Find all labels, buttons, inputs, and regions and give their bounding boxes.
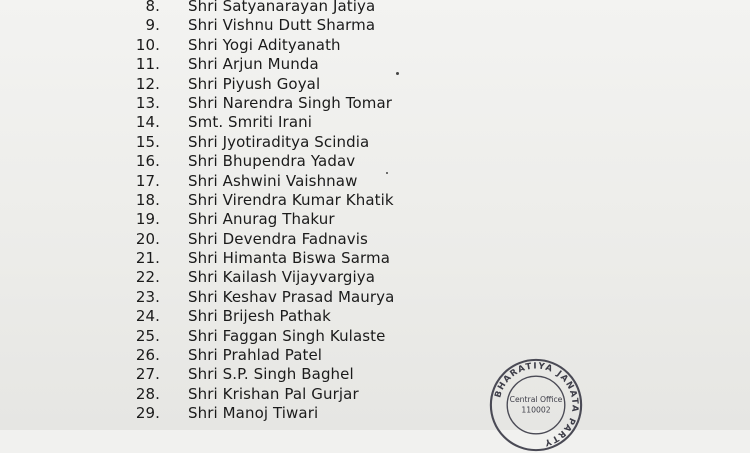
list-item (0, 327, 750, 346)
member-name: Shri Piyush Goyal (188, 74, 321, 93)
member-name: Shri Himanta Biswa Sarma (188, 249, 391, 268)
seal-center-code: 110002 (521, 405, 551, 415)
item-number: 19. (135, 210, 160, 229)
item-number: 26. (135, 346, 160, 365)
member-name: Shri Faggan Singh Kulaste (188, 326, 386, 345)
list-item (0, 249, 750, 268)
list-item (0, 307, 750, 326)
item-number: 13. (135, 93, 160, 112)
item-number: 11. (135, 55, 160, 74)
seal-center-label: Central Office (509, 395, 563, 405)
member-name: Shri Manoj Tiwari (188, 404, 319, 423)
member-name: Shri Krishan Pal Gurjar (188, 384, 359, 403)
list-item (0, 385, 750, 404)
list-item (0, 113, 750, 132)
list-item (0, 346, 750, 365)
member-name: Shri Prahlad Patel (188, 346, 323, 365)
member-name: Shri Yogi Adityanath (188, 35, 341, 54)
list-item (0, 75, 750, 94)
item-number: 25. (135, 326, 160, 345)
item-number: 16. (135, 152, 160, 171)
item-number: 21. (135, 249, 160, 268)
speck-mark (396, 72, 399, 75)
member-name: Shri Satyanarayan Jatiya (188, 0, 376, 15)
member-name: Shri Devendra Fadnavis (188, 229, 368, 248)
list-item (0, 191, 750, 210)
list-item (0, 268, 750, 287)
item-number: 12. (135, 74, 160, 93)
member-name: Shri Jyotiraditya Scindia (188, 132, 370, 151)
item-number: 10. (135, 35, 160, 54)
item-number: 8. (145, 0, 160, 15)
item-number: 14. (135, 113, 160, 132)
list-item (0, 55, 750, 74)
member-name: Shri S.P. Singh Baghel (188, 365, 354, 384)
party-seal-stamp (488, 357, 584, 453)
list-item (0, 365, 750, 384)
list-item (0, 230, 750, 249)
member-name: Shri Anurag Thakur (188, 210, 335, 229)
seal-ring-text: BHARATIYA JANATA PARTY (493, 361, 580, 448)
list-item (0, 288, 750, 307)
item-number: 15. (135, 132, 160, 151)
item-number: 29. (135, 404, 160, 423)
list-item (0, 404, 750, 423)
item-number: 28. (135, 384, 160, 403)
list-item (0, 0, 750, 16)
svg-text:BHARATIYA JANATA PARTY (493, 361, 579, 447)
member-name: Shri Arjun Munda (188, 55, 319, 74)
item-number: 18. (135, 190, 160, 209)
member-name: Shri Virendra Kumar Khatik (188, 190, 394, 209)
list-item (0, 16, 750, 35)
list-item (0, 94, 750, 113)
item-number: 17. (135, 171, 160, 190)
member-name: Smt. Smriti Irani (188, 113, 312, 132)
item-number: 23. (135, 287, 160, 306)
list-item (0, 152, 750, 171)
member-name: Shri Vishnu Dutt Sharma (188, 16, 376, 35)
member-name: Shri Keshav Prasad Maurya (188, 287, 395, 306)
item-number: 9. (145, 16, 160, 35)
member-name: Shri Brijesh Pathak (188, 307, 331, 326)
list-item (0, 36, 750, 55)
list-item (0, 133, 750, 152)
member-name: Shri Bhupendra Yadav (188, 152, 356, 171)
item-number: 24. (135, 307, 160, 326)
list-item (0, 210, 750, 229)
member-name: Shri Narendra Singh Tomar (188, 93, 393, 112)
member-name: Shri Ashwini Vaishnaw (188, 171, 358, 190)
list-item (0, 172, 750, 191)
speck-mark (386, 172, 388, 174)
item-number: 20. (135, 229, 160, 248)
item-number: 22. (135, 268, 160, 287)
member-name: Shri Kailash Vijayvargiya (188, 268, 376, 287)
item-number: 27. (135, 365, 160, 384)
